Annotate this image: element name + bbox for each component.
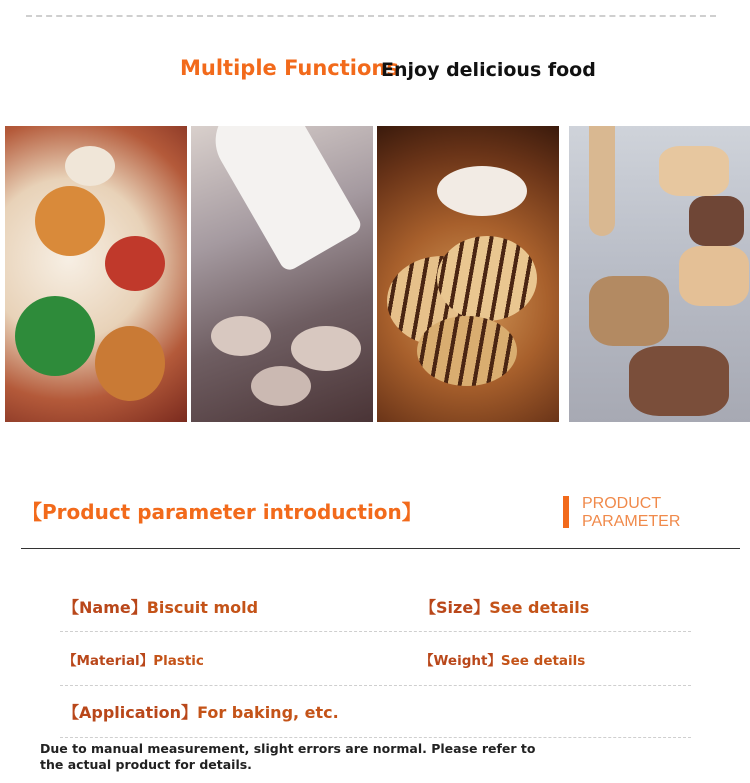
disclaimer-note: Due to manual measurement, slight errors are normal. Please refer to the actual product for details. bbox=[40, 741, 536, 772]
param-material-key: 【Material】 bbox=[63, 653, 154, 669]
headline bbox=[0, 56, 750, 86]
row-divider-3 bbox=[60, 737, 691, 738]
param-size-key: 【Size】 bbox=[420, 598, 490, 617]
param-material-value: Plastic bbox=[153, 653, 204, 669]
param-size bbox=[420, 595, 589, 618]
headline-accent: Multiple Functions bbox=[180, 56, 399, 80]
badge-line-2: PARAMETER bbox=[582, 513, 681, 530]
param-name bbox=[63, 595, 258, 618]
param-application bbox=[63, 700, 339, 723]
top-dashed-divider bbox=[26, 15, 716, 17]
section-title: 【Product parameter introduction】 bbox=[22, 500, 422, 524]
section-divider bbox=[21, 548, 740, 549]
section-badge bbox=[582, 495, 680, 531]
headline-rest: Enjoy delicious food bbox=[381, 59, 596, 81]
param-application-value: For baking, etc. bbox=[197, 703, 339, 722]
param-name-key: 【Name】 bbox=[63, 598, 147, 617]
badge-line-1: PRODUCT bbox=[582, 495, 662, 512]
param-weight bbox=[420, 649, 585, 669]
param-weight-value: See details bbox=[500, 653, 586, 669]
row-divider-1 bbox=[60, 631, 691, 632]
photo-drizzled-cookies bbox=[569, 126, 750, 422]
row-divider-2 bbox=[60, 685, 691, 686]
param-weight-key: 【Weight】 bbox=[420, 653, 501, 669]
param-material bbox=[63, 649, 204, 669]
param-size-value: See details bbox=[489, 598, 590, 617]
photo-gingerbread-cookies bbox=[5, 126, 187, 422]
param-application-key: 【Application】 bbox=[63, 703, 198, 722]
param-name-value: Biscuit mold bbox=[146, 598, 259, 617]
section-badge-bar bbox=[563, 496, 569, 528]
photo-piping-icing bbox=[191, 126, 373, 422]
photo-striped-cookies bbox=[377, 126, 559, 422]
